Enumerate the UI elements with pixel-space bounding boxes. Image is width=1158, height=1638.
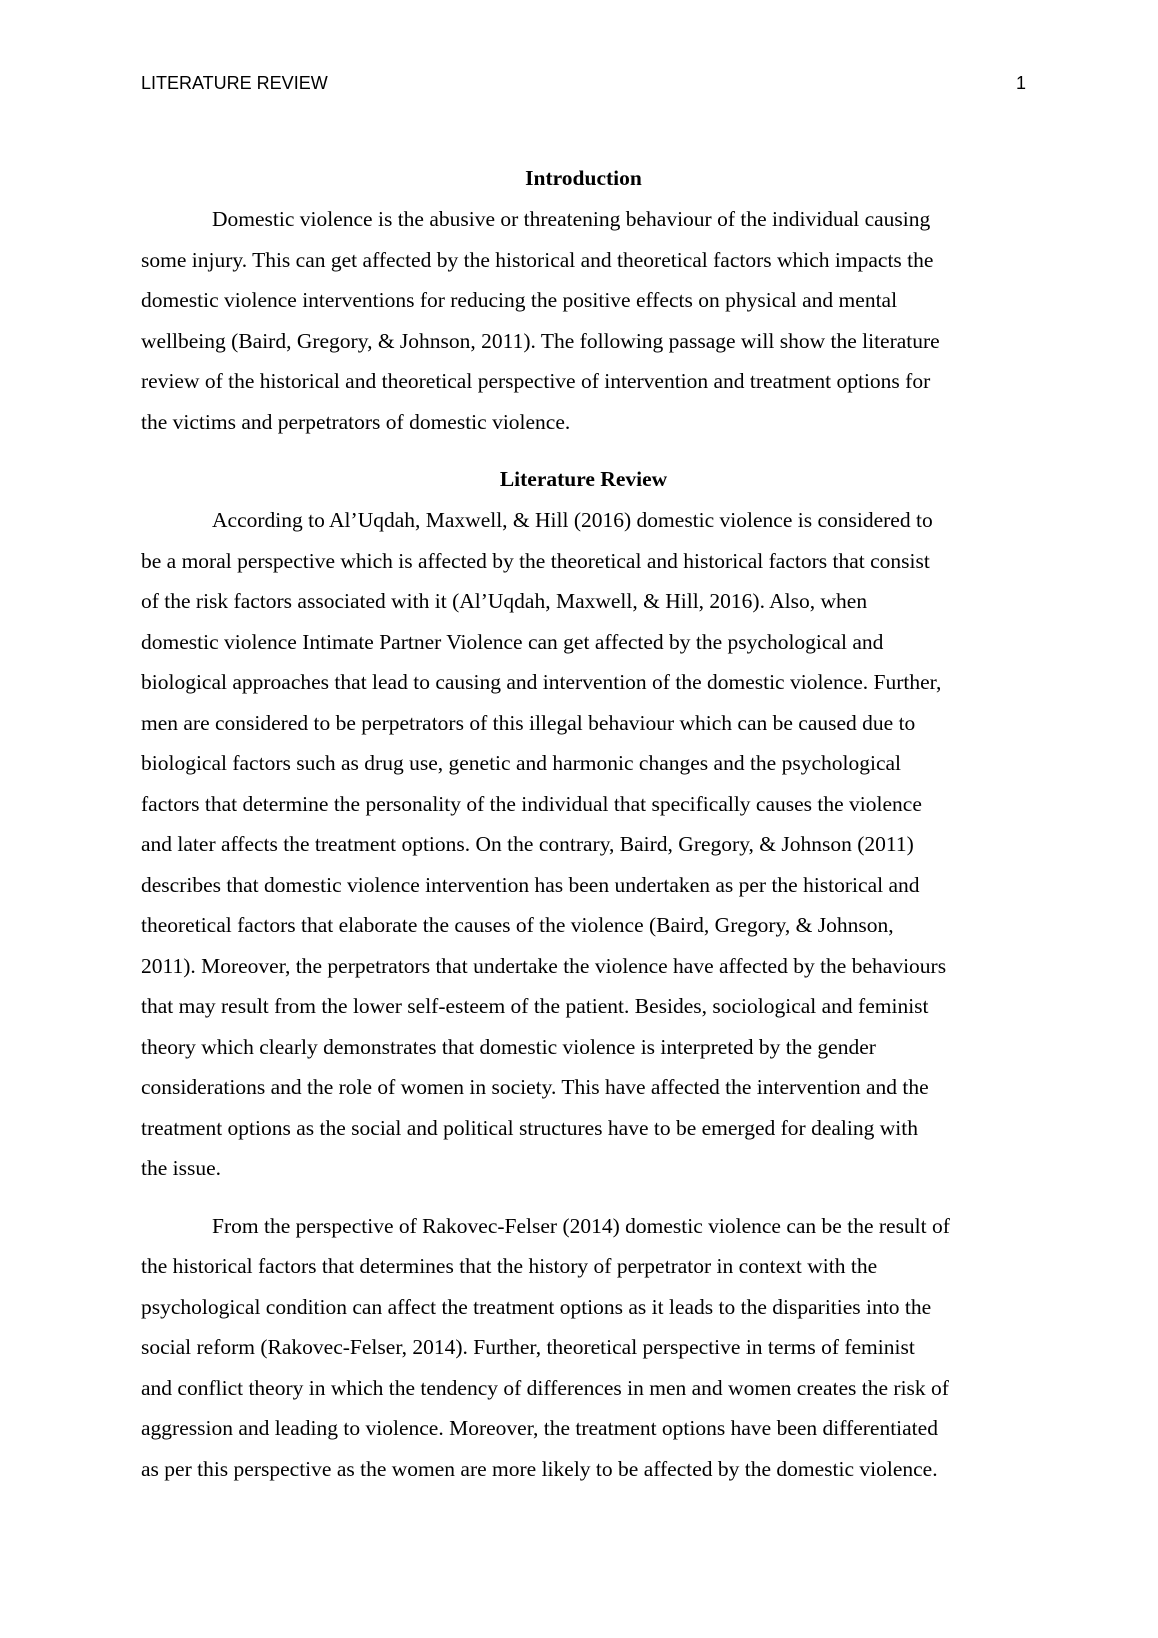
text-line: that may result from the lower self-esteem of the patient. Besides, sociological and feminist — [141, 994, 929, 1018]
text-line: domestic violence Intimate Partner Violence can get affected by the psychological and — [141, 629, 884, 654]
text-line: According to Al’Uqdah, Maxwell, & Hill (2016) domestic violence is considered to — [212, 508, 933, 532]
text-line: From the perspective of Rakovec-Felser (2014) domestic violence can be the result of — [212, 1213, 950, 1238]
introduction-heading: Introduction — [525, 166, 642, 190]
text-line: be a moral perspective which is affected by the theoretical and historical factors that consist — [141, 548, 930, 573]
text-line: psychological condition can affect the treatment options as it leads to the disparities into the — [141, 1294, 932, 1319]
text-line: the issue. — [141, 1156, 222, 1180]
running-head: LITERATURE REVIEW — [141, 73, 328, 93]
text-line: of the risk factors associated with it (Al’Uqdah, Maxwell, & Hill, 2016). Also, when — [141, 589, 868, 613]
text-line: men are considered to be perpetrators of this illegal behaviour which can be caused due to — [141, 710, 916, 735]
text-line: biological approaches that lead to causing and intervention of the domestic violence. Further, — [141, 670, 942, 694]
text-line: and conflict theory in which the tendency of differences in men and women creates the risk of — [141, 1375, 949, 1400]
text-line: describes that domestic violence intervention has been undertaken as per the historical and — [141, 872, 920, 897]
text-line: domestic violence interventions for reducing the positive effects on physical and mental — [141, 288, 898, 312]
literature-review-paragraph-1 — [141, 500, 1031, 1189]
text-line: Domestic violence is the abusive or threatening behaviour of the individual causing — [212, 207, 931, 231]
text-line: as per this perspective as the women are more likely to be affected by the domestic violence. — [141, 1456, 938, 1481]
literature-review-paragraph-2 — [141, 1206, 1031, 1490]
document-body — [141, 163, 1031, 1489]
text-line: review of the historical and theoretical perspective of intervention and treatment options for — [141, 369, 931, 393]
page-number: 1 — [1015, 73, 1026, 93]
text-line: treatment options as the social and political structures have to be emerged for dealing with — [141, 1115, 918, 1140]
text-line: theoretical factors that elaborate the causes of the violence (Baird, Gregory, & Johnson, — [141, 913, 894, 937]
text-line: aggression and leading to violence. Moreover, the treatment options have been differentiated — [141, 1416, 938, 1440]
text-line: the victims and perpetrators of domestic violence. — [141, 409, 571, 434]
text-line: factors that determine the personality of the individual that specifically causes the violence — [141, 791, 922, 816]
text-line: 2011). Moreover, the perpetrators that undertake the violence have affected by the behaviours — [141, 953, 947, 978]
text-line: considerations and the role of women in society. This have affected the intervention and the — [141, 1075, 929, 1099]
text-line: social reform (Rakovec-Felser, 2014). Further, theoretical perspective in terms of feminist — [141, 1335, 915, 1359]
text-line: and later affects the treatment options. On the contrary, Baird, Gregory, & Johnson (2011) — [141, 832, 914, 856]
text-line: the historical factors that determines that the history of perpetrator in context with the — [141, 1254, 878, 1278]
page-header — [141, 70, 1026, 96]
text-line: theory which clearly demonstrates that domestic violence is interpreted by the gender — [141, 1034, 876, 1059]
literature-review-heading: Literature Review — [499, 467, 668, 491]
text-line: wellbeing (Baird, Gregory, & Johnson, 2011). The following passage will show the literature — [141, 328, 940, 353]
text-line: biological factors such as drug use, genetic and harmonic changes and the psychological — [141, 751, 902, 775]
text-line: some injury. This can get affected by the historical and theoretical factors which impacts the — [141, 247, 934, 272]
introduction-paragraph — [141, 199, 1031, 442]
